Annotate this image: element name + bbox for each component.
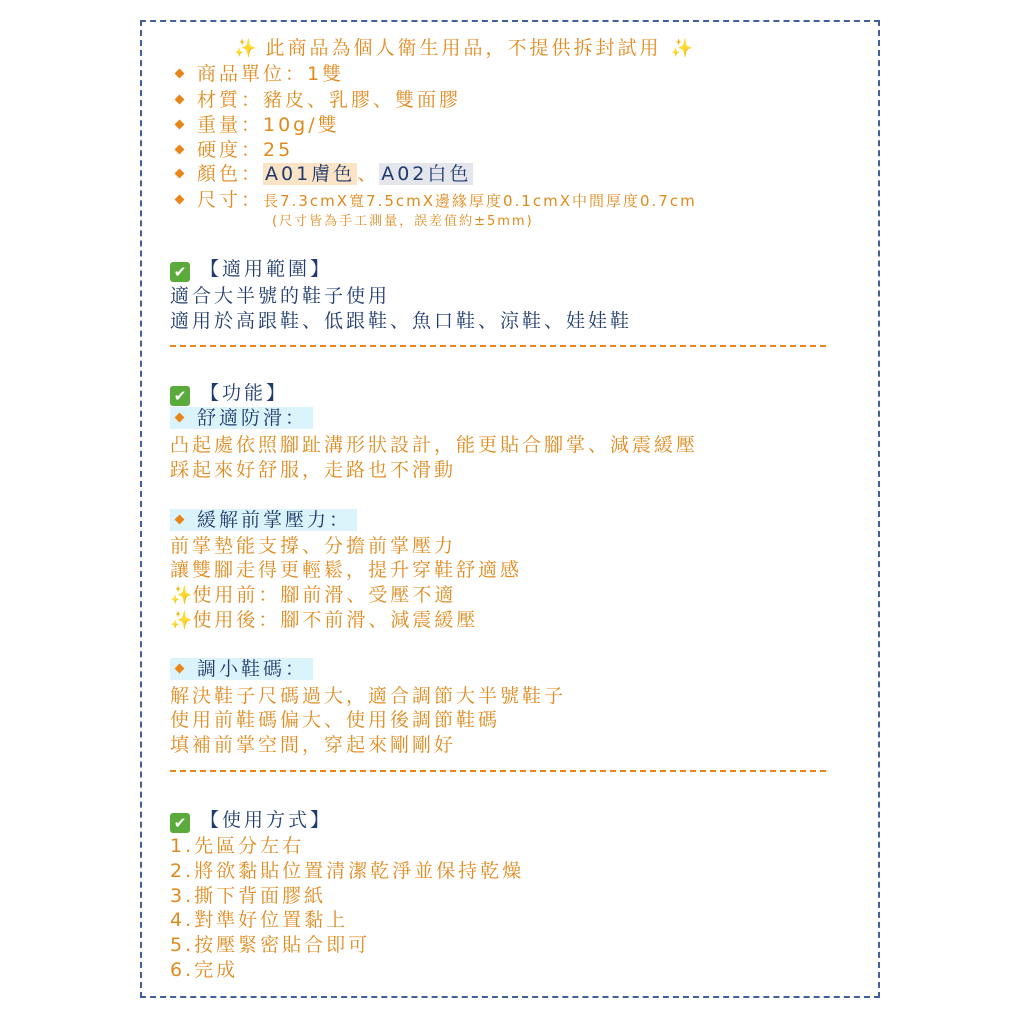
feature2-line2: 讓雙腳走得更輕鬆，提升穿鞋舒適感 (170, 559, 523, 581)
sparkle-icon: ✨ (670, 38, 693, 59)
diamond-bullet-icon (175, 169, 185, 179)
sparkle-icon: ✨ (234, 38, 257, 59)
features-heading (170, 381, 288, 406)
diamond-bullet-icon (175, 413, 185, 423)
section-divider (170, 770, 826, 772)
feature1-line2: 踩起來好舒服，走路也不滑動 (170, 459, 457, 481)
notice-line (234, 36, 693, 61)
spec-size-note: (尺寸皆為手工測量，誤差值約±5mm) (272, 214, 534, 229)
spec-color (170, 162, 473, 186)
usage-step: 4.對準好位置黏上 (170, 909, 349, 931)
spec-size-value: 長7.3cmX寬7.5cmX邊緣厚度0.1cmX中間厚度0.7cm (263, 192, 697, 210)
usage-step: 3.撕下背面膠紙 (170, 885, 327, 907)
spec-hardness-text: 硬度：25 (197, 139, 294, 161)
feature2-after (170, 608, 478, 633)
usage-step: 6.完成 (170, 959, 239, 981)
color-a02-badge: A02白色 (381, 163, 472, 185)
feature3-title: 調小鞋碼： (197, 658, 308, 680)
section-divider (170, 345, 826, 347)
spec-color-label: 顏色： (197, 163, 264, 185)
usage-step: 1.先區分左右 (170, 835, 305, 857)
spec-unit-text: 商品單位：1雙 (197, 63, 345, 85)
spec-size-label: 尺寸： (197, 189, 264, 211)
diamond-bullet-icon (175, 664, 185, 674)
feature2-before (170, 583, 456, 608)
diamond-bullet-icon (175, 195, 185, 205)
sparkle-icon: ✨ (170, 585, 193, 606)
check-icon: ✔ (170, 813, 190, 833)
scope-heading (170, 257, 332, 282)
diamond-bullet-icon (175, 69, 185, 79)
feature2-after-text: 使用後：腳不前滑、減震緩壓 (192, 609, 479, 631)
check-icon: ✔ (170, 262, 190, 282)
spec-unit (170, 62, 344, 86)
diamond-bullet-icon (175, 515, 185, 525)
spec-material (170, 88, 461, 112)
diamond-bullet-icon (175, 120, 185, 130)
scope-title: 【適用範圍】 (200, 258, 333, 280)
scope-line2: 適用於高跟鞋、低跟鞋、魚口鞋、涼鞋、娃娃鞋 (170, 310, 633, 332)
usage-title: 【使用方式】 (200, 809, 333, 831)
usage-step: 2.將欲黏貼位置清潔乾淨並保持乾燥 (170, 860, 525, 882)
spec-hardness (170, 138, 293, 162)
features-title: 【功能】 (200, 382, 289, 404)
notice-text: 此商品為個人衛生用品，不提供拆封試用 (265, 37, 662, 59)
feature2-before-text: 使用前：腳前滑、受壓不適 (192, 584, 457, 606)
sparkle-icon: ✨ (170, 610, 193, 631)
feature2-heading (170, 508, 357, 532)
feature3-line1: 解決鞋子尺碼過大，適合調節大半號鞋子 (170, 685, 567, 707)
feature3-line3: 填補前掌空間，穿起來剛剛好 (170, 734, 457, 756)
diamond-bullet-icon (175, 95, 185, 105)
feature1-line1: 凸起處依照腳趾溝形狀設計，能更貼合腳掌、減震緩壓 (170, 434, 699, 456)
feature3-heading (170, 657, 313, 681)
feature2-line1: 前掌墊能支撐、分擔前掌壓力 (170, 535, 457, 557)
feature1-title: 舒適防滑： (197, 407, 308, 429)
color-a01-badge: A01膚色 (265, 163, 356, 185)
spec-weight-text: 重量：10g/雙 (197, 114, 340, 136)
scope-line1: 適合大半號的鞋子使用 (170, 285, 391, 307)
feature3-line2: 使用前鞋碼偏大、使用後調節鞋碼 (170, 709, 501, 731)
feature2-title: 緩解前掌壓力： (197, 509, 352, 531)
spec-material-text: 材質：豬皮、乳膠、雙面膠 (197, 89, 462, 111)
usage-heading (170, 808, 332, 833)
usage-step: 5.按壓緊密貼合即可 (170, 934, 371, 956)
check-icon: ✔ (170, 386, 190, 406)
diamond-bullet-icon (175, 145, 185, 155)
spec-weight (170, 113, 340, 137)
feature1-heading (170, 406, 313, 430)
color-separator: 、 (357, 163, 380, 185)
